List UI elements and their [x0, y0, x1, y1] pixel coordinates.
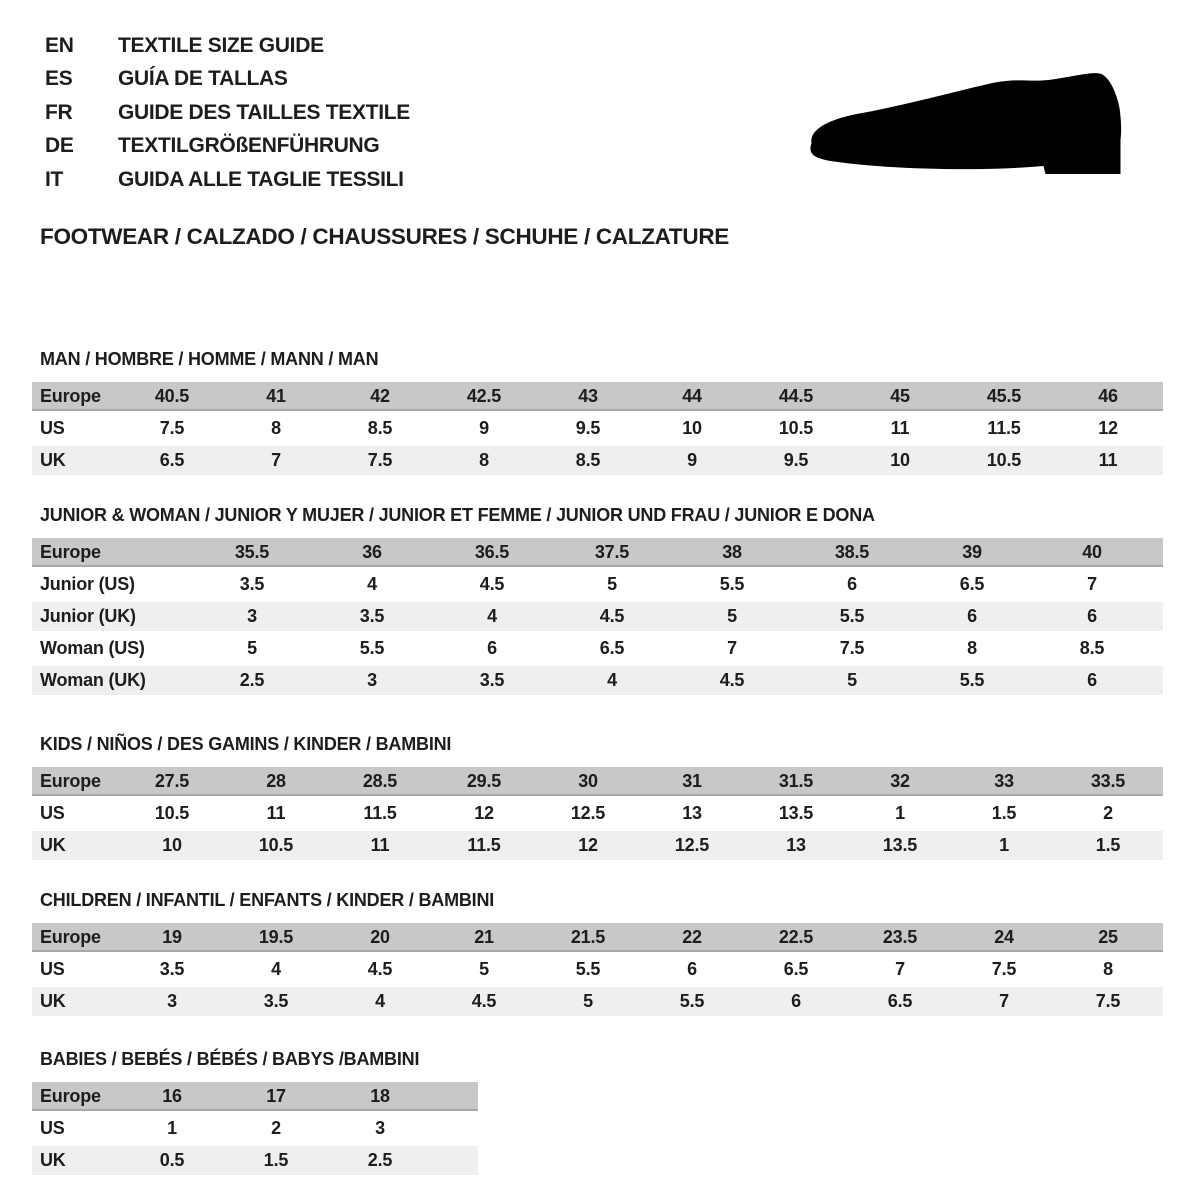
size-value: 5.5 — [719, 574, 745, 594]
size-section-junior-woman — [32, 505, 1163, 698]
size-value: 13.5 — [882, 835, 918, 855]
size-value: 4 — [271, 959, 281, 979]
section-title: KIDS / NIÑOS / DES GAMINS / KINDER / BAMBINI — [40, 734, 452, 754]
size-value: 19.5 — [258, 927, 294, 947]
size-value: 1 — [895, 803, 905, 823]
size-value: 3 — [167, 991, 177, 1011]
size-value: 44 — [682, 386, 702, 406]
size-value: 8.5 — [367, 418, 393, 438]
size-value: 39 — [962, 542, 982, 562]
size-value: 11 — [370, 835, 390, 855]
size-value: 11 — [890, 418, 910, 438]
size-value: 45 — [890, 386, 910, 406]
size-value: 10.5 — [154, 803, 190, 823]
size-value: 3 — [247, 606, 257, 626]
size-value: 11 — [266, 803, 286, 823]
size-value: 3 — [367, 670, 377, 690]
size-value: 9 — [479, 418, 489, 438]
size-value: 6.5 — [599, 638, 625, 658]
size-value: 30 — [578, 771, 598, 791]
row-label: Europe — [40, 1086, 101, 1106]
size-value: 5.5 — [575, 959, 601, 979]
size-value: 8.5 — [1079, 638, 1105, 658]
size-value: 5 — [607, 574, 617, 594]
size-value: 5.5 — [959, 670, 985, 690]
language-row-de — [45, 130, 410, 164]
table-row-woman-uk — [32, 666, 1163, 695]
size-value: 10 — [682, 418, 702, 438]
size-value: 9.5 — [575, 418, 601, 438]
size-value: 6 — [487, 638, 497, 658]
size-value: 10.5 — [778, 418, 814, 438]
size-value: 4 — [607, 670, 617, 690]
size-value: 38 — [722, 542, 742, 562]
size-value: 4.5 — [719, 670, 745, 690]
size-value: 4.5 — [367, 959, 393, 979]
size-value: 13 — [786, 835, 806, 855]
size-value: 35.5 — [234, 542, 270, 562]
size-value: 31.5 — [778, 771, 814, 791]
size-value: 1.5 — [263, 1150, 289, 1170]
size-value: 10 — [890, 450, 910, 470]
table-row-uk — [32, 831, 1163, 860]
language-row-it — [45, 163, 410, 197]
size-value: 16 — [162, 1086, 182, 1106]
size-value: 22.5 — [778, 927, 814, 947]
size-value: 1.5 — [1095, 835, 1121, 855]
size-value: 38.5 — [834, 542, 870, 562]
section-title: MAN / HOMBRE / HOMME / MANN / MAN — [40, 349, 379, 369]
table-row-woman-us — [32, 634, 1163, 663]
size-value: 12 — [474, 803, 494, 823]
size-value: 28 — [266, 771, 286, 791]
size-value: 7 — [727, 638, 737, 658]
size-value: 2 — [271, 1118, 281, 1138]
size-value: 36.5 — [474, 542, 510, 562]
size-value: 4.5 — [599, 606, 625, 626]
size-value: 6 — [791, 991, 801, 1011]
row-label: UK — [40, 450, 66, 470]
size-table — [32, 767, 1163, 860]
table-row-europe — [32, 538, 1163, 567]
language-row-fr — [45, 96, 410, 130]
size-section-babies — [32, 1049, 478, 1178]
size-value: 25 — [1098, 927, 1118, 947]
size-value: 45.5 — [986, 386, 1022, 406]
size-value: 33.5 — [1090, 771, 1126, 791]
size-value: 2.5 — [239, 670, 265, 690]
size-value: 1 — [999, 835, 1009, 855]
size-value: 7.5 — [159, 418, 185, 438]
size-value: 5 — [479, 959, 489, 979]
language-code: ES — [45, 67, 73, 91]
language-code: IT — [45, 167, 64, 191]
table-row-uk — [32, 446, 1163, 475]
size-value: 3 — [375, 1118, 385, 1138]
row-label: US — [40, 418, 65, 438]
row-label: Woman (US) — [40, 638, 145, 658]
size-value: 6 — [1087, 670, 1097, 690]
size-table — [32, 1082, 478, 1175]
table-row-us — [32, 1114, 478, 1143]
size-section-kids — [32, 734, 1163, 863]
table-row-junior-us — [32, 570, 1163, 599]
language-code: EN — [45, 33, 74, 57]
size-value: 7.5 — [1095, 991, 1121, 1011]
size-value: 13 — [682, 803, 702, 823]
size-value: 3.5 — [479, 670, 505, 690]
size-value: 1 — [167, 1118, 177, 1138]
row-label: UK — [40, 991, 66, 1011]
table-row-us — [32, 955, 1163, 984]
table-row-uk — [32, 987, 1163, 1016]
table-row-europe — [32, 1082, 478, 1111]
size-value: 28.5 — [362, 771, 398, 791]
size-value: 5.5 — [679, 991, 705, 1011]
size-value: 5.5 — [839, 606, 865, 626]
size-value: 12.5 — [674, 835, 710, 855]
size-value: 21 — [474, 927, 494, 947]
size-value: 9 — [687, 450, 697, 470]
size-value: 21.5 — [570, 927, 606, 947]
size-value: 11.5 — [467, 835, 501, 855]
size-value: 41 — [266, 386, 286, 406]
size-value: 12 — [1098, 418, 1118, 438]
table-row-junior-uk — [32, 602, 1163, 631]
table-row-us — [32, 414, 1163, 443]
size-value: 36 — [362, 542, 382, 562]
size-value: 43 — [578, 386, 598, 406]
size-value: 6.5 — [887, 991, 913, 1011]
size-value: 5 — [727, 606, 737, 626]
language-label: TEXTILGRÖßENFÜHRUNG — [118, 134, 380, 158]
language-code: FR — [45, 100, 73, 124]
size-value: 42.5 — [466, 386, 502, 406]
size-value: 6 — [847, 574, 857, 594]
language-label: TEXTILE SIZE GUIDE — [118, 33, 324, 57]
size-value: 2.5 — [367, 1150, 393, 1170]
size-value: 3.5 — [359, 606, 385, 626]
size-value: 5 — [847, 670, 857, 690]
size-value: 19 — [162, 927, 182, 947]
size-value: 9.5 — [783, 450, 809, 470]
size-value: 8 — [271, 418, 281, 438]
category-line: FOOTWEAR / CALZADO / CHAUSSURES / SCHUHE / CALZATURE — [40, 224, 729, 249]
size-value: 10.5 — [986, 450, 1022, 470]
size-value: 6.5 — [783, 959, 809, 979]
size-value: 40 — [1082, 542, 1102, 562]
size-value: 10 — [162, 835, 182, 855]
size-value: 1.5 — [991, 803, 1017, 823]
size-value: 7 — [895, 959, 905, 979]
dress-shoe-icon — [803, 70, 1136, 185]
size-value: 42 — [370, 386, 390, 406]
size-value: 2 — [1103, 803, 1113, 823]
size-value: 4 — [367, 574, 377, 594]
language-code: DE — [45, 134, 74, 158]
size-value: 7.5 — [367, 450, 393, 470]
size-value: 22 — [682, 927, 702, 947]
size-value: 4 — [487, 606, 497, 626]
size-value: 6 — [967, 606, 977, 626]
row-label: UK — [40, 835, 66, 855]
language-label: GUIDE DES TAILLES TEXTILE — [118, 100, 410, 124]
size-value: 4.5 — [471, 991, 497, 1011]
row-label: Junior (US) — [40, 574, 135, 594]
size-table — [32, 923, 1163, 1016]
size-value: 3.5 — [239, 574, 265, 594]
row-label: Europe — [40, 386, 101, 406]
language-label: GUIDA ALLE TAGLIE TESSILI — [118, 167, 404, 191]
size-value: 5.5 — [359, 638, 385, 658]
size-value: 12.5 — [570, 803, 606, 823]
size-table — [32, 382, 1163, 475]
section-title: CHILDREN / INFANTIL / ENFANTS / KINDER / BAMBINI — [40, 890, 495, 910]
language-row-es — [45, 63, 410, 97]
size-value: 7 — [1087, 574, 1097, 594]
row-label: UK — [40, 1150, 66, 1170]
row-label: Junior (UK) — [40, 606, 136, 626]
size-value: 4 — [375, 991, 385, 1011]
row-label: Europe — [40, 542, 101, 562]
table-row-europe — [32, 767, 1163, 796]
size-value: 20 — [370, 927, 390, 947]
size-value: 7 — [271, 450, 281, 470]
size-value: 5 — [583, 991, 593, 1011]
size-value: 6.5 — [159, 450, 185, 470]
size-value: 31 — [682, 771, 702, 791]
size-value: 10.5 — [258, 835, 294, 855]
size-value: 8 — [967, 638, 977, 658]
row-label: Woman (UK) — [40, 670, 146, 690]
size-value: 7.5 — [991, 959, 1017, 979]
size-value: 23.5 — [882, 927, 918, 947]
size-value: 44.5 — [778, 386, 814, 406]
row-label: US — [40, 959, 65, 979]
row-label: US — [40, 1118, 65, 1138]
size-value: 12 — [578, 835, 598, 855]
size-section-children — [32, 890, 1163, 1019]
language-row-en — [45, 29, 410, 63]
size-value: 24 — [994, 927, 1014, 947]
size-value: 11 — [1098, 450, 1118, 470]
size-value: 6 — [1087, 606, 1097, 626]
size-value: 7 — [999, 991, 1009, 1011]
size-table — [32, 538, 1163, 695]
table-row-europe — [32, 382, 1163, 411]
language-label: GUÍA DE TALLAS — [118, 67, 288, 91]
table-row-europe — [32, 923, 1163, 952]
size-value: 6.5 — [959, 574, 985, 594]
size-value: 8.5 — [575, 450, 601, 470]
size-value: 13.5 — [778, 803, 814, 823]
size-value: 37.5 — [594, 542, 630, 562]
row-label: Europe — [40, 927, 101, 947]
size-value: 18 — [370, 1086, 390, 1106]
size-value: 7.5 — [839, 638, 865, 658]
size-value: 6 — [687, 959, 697, 979]
size-section-man — [32, 349, 1163, 478]
size-value: 46 — [1098, 386, 1118, 406]
size-value: 4.5 — [479, 574, 505, 594]
table-row-us — [32, 799, 1163, 828]
table-row-uk — [32, 1146, 478, 1175]
size-value: 27.5 — [154, 771, 190, 791]
size-value: 32 — [890, 771, 910, 791]
size-value: 3.5 — [159, 959, 185, 979]
size-value: 17 — [266, 1086, 286, 1106]
section-title: JUNIOR & WOMAN / JUNIOR Y MUJER / JUNIOR ET FEMME / JUNIOR UND FRAU / JUNIOR E DONA — [40, 505, 875, 525]
size-value: 3.5 — [263, 991, 289, 1011]
size-value: 29.5 — [466, 771, 502, 791]
row-label: US — [40, 803, 65, 823]
section-title: BABIES / BEBÉS / BÉBÉS / BABYS /BAMBINI — [40, 1049, 420, 1069]
size-value: 40.5 — [154, 386, 190, 406]
language-list — [45, 29, 410, 197]
size-value: 33 — [994, 771, 1014, 791]
row-label: Europe — [40, 771, 101, 791]
size-value: 11.5 — [987, 418, 1021, 438]
size-value: 8 — [479, 450, 489, 470]
size-value: 0.5 — [159, 1150, 185, 1170]
size-value: 11.5 — [363, 803, 397, 823]
size-value: 8 — [1103, 959, 1113, 979]
size-value: 5 — [247, 638, 257, 658]
